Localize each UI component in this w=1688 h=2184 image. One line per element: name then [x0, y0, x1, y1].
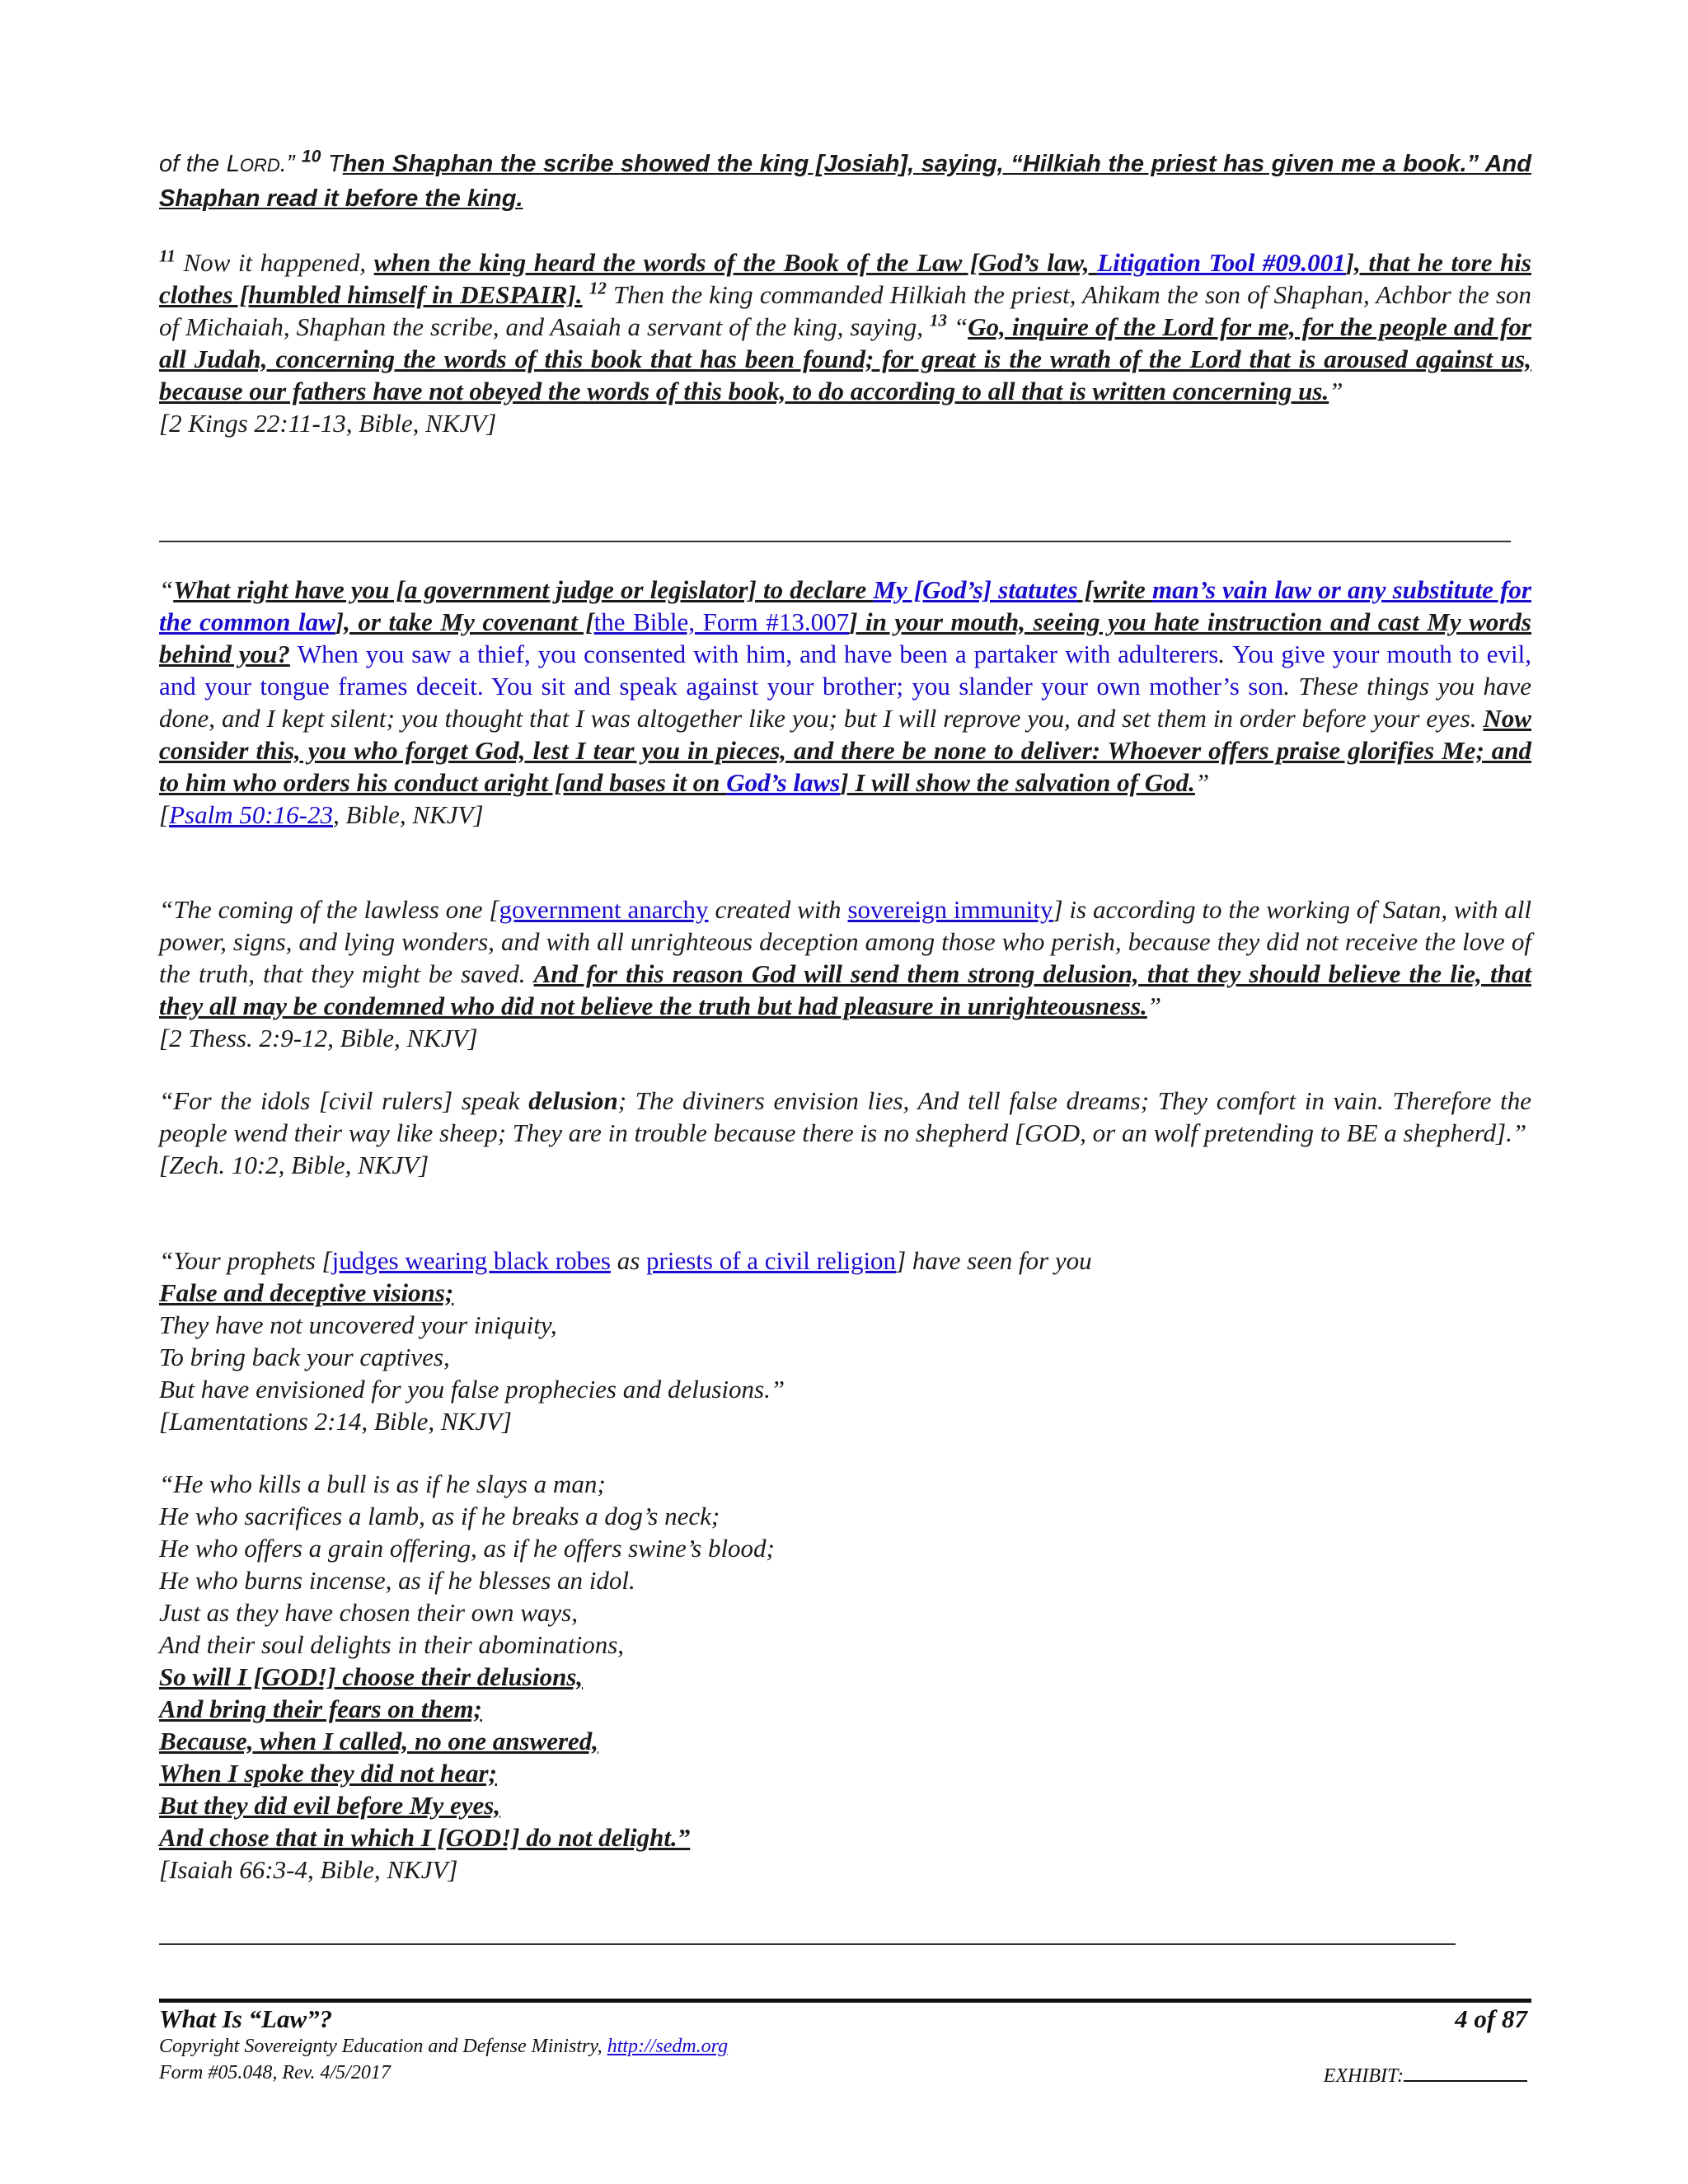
litigation-tool-link[interactable]: Litigation Tool #09.001: [1097, 248, 1346, 277]
psalm-50-link[interactable]: Psalm 50:16-23: [169, 800, 333, 829]
government-anarchy-link[interactable]: government anarchy: [499, 895, 709, 924]
exhibit-field: EXHIBIT:: [1324, 2062, 1527, 2088]
bible-form-link[interactable]: the Bible, Form #13.007: [593, 607, 850, 636]
isaiah-quote: [159, 1468, 1531, 1886]
thess-text: “The coming of the lawless one [government anarchy created with sovereign immunity] is according to the working of Satan, with all power, signs, and lying wonders, and with all unrighteous deception among those who perish, because they did not receive the love of the truth, that they might be saved. And for this reason God will send them strong delusion, that they should believe the lie, that they all may be condemned who did not believe the truth but had pleasure in unrighteousness.”: [159, 895, 1531, 1020]
psalm-quote: [159, 574, 1531, 831]
gods-statutes-link[interactable]: My [God’s] statutes: [873, 575, 1078, 604]
isaiah-line: Just as they have chosen their own ways,: [159, 1598, 578, 1627]
isaiah-bold-line: Because, when I called, no one answered,: [159, 1727, 599, 1755]
civil-religion-link[interactable]: priests of a civil religion: [646, 1246, 897, 1275]
black-robes-link[interactable]: judges wearing black robes: [331, 1246, 611, 1275]
lament-line-5: But have envisioned for you false prophecies and delusions.”: [159, 1375, 785, 1404]
form-number: Form #05.048, Rev. 4/5/2017: [159, 2062, 391, 2083]
isaiah-bold-line: And chose that in which I [GOD!] do not delight.”: [159, 1823, 691, 1852]
zech-text: “For the idols [civil rulers] speak delusion; The diviners envision lies, And tell false dreams; They comfort in vain. Therefore the people wend their way like sheep; They are in trouble because there is no shepherd [GOD, or an wolf pretending to BE a shepherd].”: [159, 1086, 1531, 1147]
lament-quote: [159, 1244, 1531, 1437]
kings-verses-11-13: $^{11}$ Now it happened, when the king heard the words of the Book of the Law [God’s law, Litigation Tool #09.001], that he tore his clothes [humbled himself in DESPAIR]. $^{12}$ Then the king commanded Hilkiah the priest, Ahikam the son of Shaphan, Achbor the son of Michaiah, Shaphan the scribe, and Asaiah a servant of the king, saying, $^{13}$ “Go, inquire of the Lord for me, for the people and for all Judah, concerning the words of this book that has been found; for great is the wrath of the Lord that is aroused against us, because our fathers have not obeyed the words of this book, to do according to all that is written concerning us.”: [159, 246, 1532, 405]
kings-v10-emphasis: hen Shaphan the scribe showed the king [Josiah], saying, “Hilkiah the priest has given me a book.” And Shaphan read it before the king.: [159, 151, 1531, 212]
kings-citation: [2 Kings 22:11-13, Bible, NKJV]: [159, 409, 497, 438]
zech-quote: [159, 1085, 1531, 1181]
isaiah-line: He who burns incense, as if he blesses an idol.: [159, 1566, 635, 1595]
footer-rule: [159, 1999, 1531, 2003]
kings-verse-10: of the LORD.” $^{10}$ Then Shaphan the scribe showed the king [Josiah], saying, “Hilkiah the priest has given me a book.” And Shaphan read it before the king.: [159, 147, 1531, 212]
section-divider: [159, 541, 1511, 542]
sovereign-immunity-link[interactable]: sovereign immunity: [847, 895, 1053, 924]
lament-line-3: They have not uncovered your iniquity,: [159, 1310, 557, 1339]
isaiah-bold-line: So will I [GOD!] choose their delusions,: [159, 1662, 584, 1691]
thess-quote: [159, 893, 1531, 1054]
isaiah-bold-line: But they did evil before My eyes,: [159, 1791, 501, 1820]
isaiah-citation: [Isaiah 66:3-4, Bible, NKJV]: [159, 1855, 458, 1884]
sedm-link[interactable]: http://sedm.org: [607, 2036, 729, 2057]
section-divider: [159, 1943, 1456, 1945]
copyright-notice: Copyright Sovereignty Education and Defense Ministry, http://sedm.org: [159, 2036, 729, 2057]
mans-vain-law-link[interactable]: man’s vain law or any substitute for the common law: [159, 575, 1531, 636]
isaiah-line: He who sacrifices a lamb, as if he breaks a dog’s neck;: [159, 1502, 720, 1530]
page-number: 4 of 87: [1455, 2004, 1527, 2033]
lament-citation: [Lamentations 2:14, Bible, NKJV]: [159, 1407, 512, 1436]
gods-laws-link[interactable]: God’s laws: [726, 768, 841, 797]
lament-line-2: False and deceptive visions;: [159, 1278, 454, 1307]
isaiah-line: “He who kills a bull is as if he slays a man;: [159, 1469, 606, 1498]
psalm-text: “What right have you [a government judge or legislator] to declare My [God’s] statutes [write man’s vain law or any substitute for the common law], or take My covenant [the Bible, Form #13.007] in your mouth, seeing you hate instruction and cast My words behind you? When you saw a thief, you consented with him, and have been a partaker with adulterers. You give your mouth to evil, and your tongue frames deceit. You sit and speak against your brother; you slander your own mother’s son. These things you have done, and I kept silent; you thought that I was altogether like you; but I will reprove you, and set them in order before your eyes. Now consider this, you who forget God, lest I tear you in pieces, and there be none to deliver: Whoever offers praise glorifies Me; and to him who orders his conduct aright [and bases it on God’s laws] I will show the salvation of God.”: [159, 575, 1532, 797]
document-title: What Is “Law”?: [159, 2004, 333, 2033]
lament-line-4: To bring back your captives,: [159, 1343, 450, 1371]
thess-citation: [2 Thess. 2:9-12, Bible, NKJV]: [159, 1024, 478, 1052]
thief-link[interactable]: When you saw a thief, you consented with him, and have been a partaker with adulterers: [297, 640, 1219, 668]
isaiah-bold-line: When I spoke they did not hear;: [159, 1759, 497, 1788]
kings-quote: [159, 147, 1531, 439]
zech-citation: [Zech. 10:2, Bible, NKJV]: [159, 1151, 429, 1179]
psalm-citation: [Psalm 50:16-23, Bible, NKJV]: [159, 800, 484, 829]
lament-line-1: “Your prophets [judges wearing black robes as priests of a civil religion] have seen for you: [159, 1246, 1092, 1275]
mouth-to-evil-link[interactable]: You give your mouth to evil, and your tongue frames deceit. You sit and speak against your brother; you slander your own mother’s son: [159, 640, 1532, 701]
isaiah-bold-line: And bring their fears on them;: [159, 1694, 482, 1723]
isaiah-line: And their soul delights in their abominations,: [159, 1630, 625, 1659]
exhibit-blank: [1404, 2062, 1527, 2082]
isaiah-line: He who offers a grain offering, as if he offers swine’s blood;: [159, 1534, 775, 1563]
